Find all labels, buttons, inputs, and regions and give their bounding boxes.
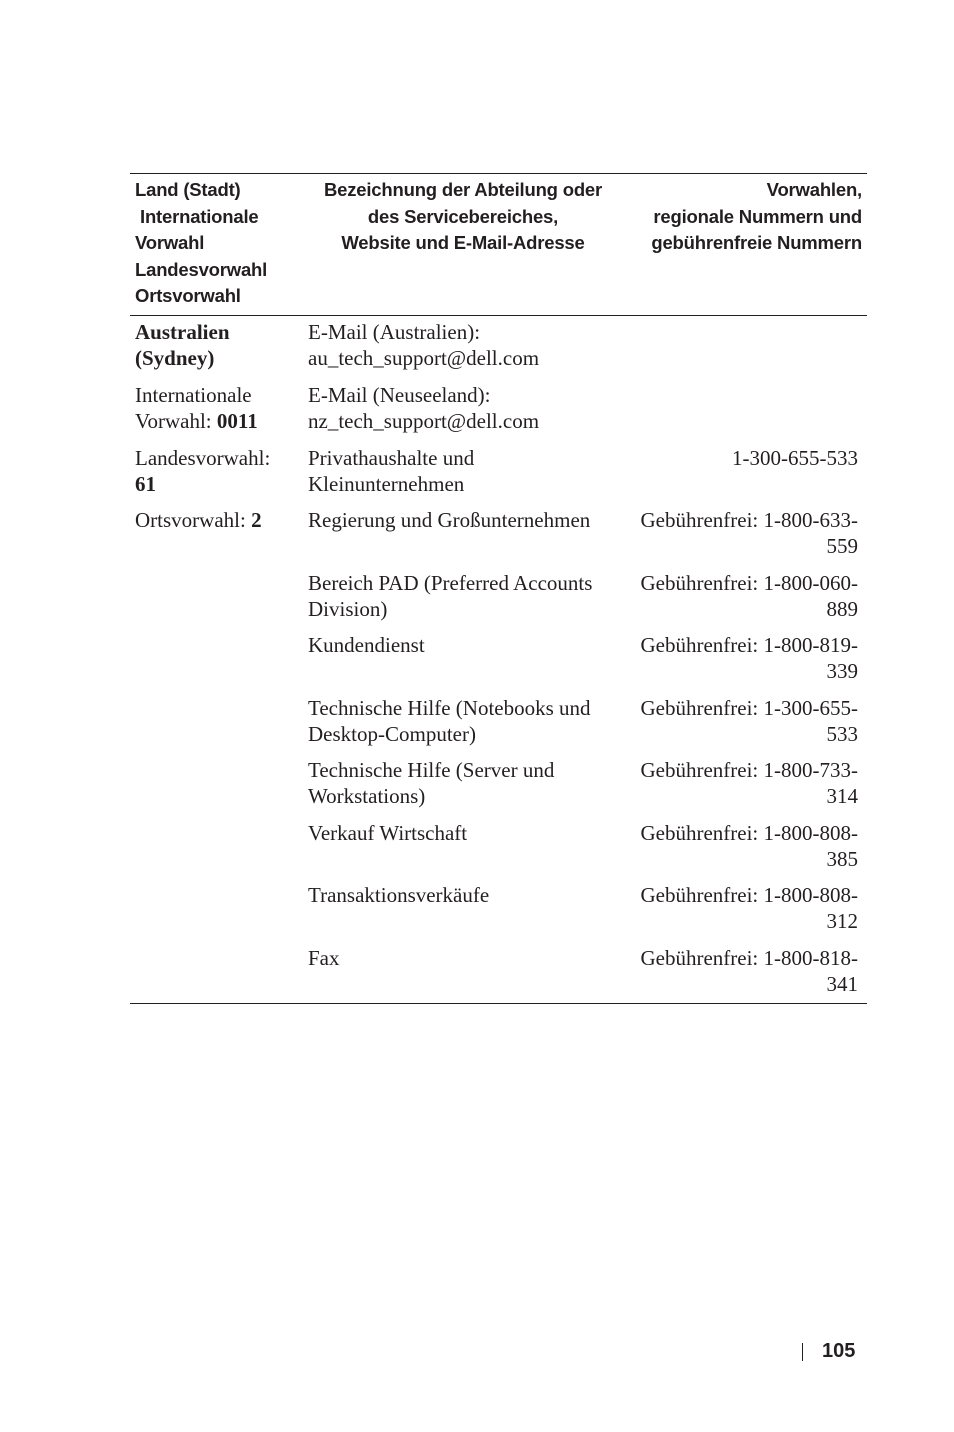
department-line: Transaktionsverkäufe <box>308 883 490 907</box>
page-number: 105 <box>822 1340 856 1362</box>
intl-dialing-label: Internationale <box>135 383 252 407</box>
number-line: Gebührenfrei: 1-800-060- <box>640 571 858 595</box>
table-row-department <box>308 319 628 371</box>
department-line: Fax <box>308 946 340 970</box>
number-line: 314 <box>826 784 858 808</box>
number-line: Gebührenfrei: 1-800-819- <box>640 633 858 657</box>
number-line: Gebührenfrei: 1-800-633- <box>640 508 858 532</box>
country-code-value: 61 <box>135 472 156 496</box>
header-department-line: Website und E-Mail-Adresse <box>341 232 585 253</box>
table-row-department <box>308 695 628 747</box>
intl-dialing-line <box>135 408 303 434</box>
table-row-number <box>628 445 858 471</box>
header-numbers-line: regionale Nummern und <box>653 205 862 227</box>
number-line: 385 <box>826 847 858 871</box>
country-code <box>135 445 303 497</box>
area-code <box>135 507 303 533</box>
number-line: Gebührenfrei: 1-800-808- <box>640 883 858 907</box>
table-row-number <box>628 695 858 747</box>
table-row-number <box>628 632 858 684</box>
table-row-number <box>628 945 858 997</box>
number-line: Gebührenfrei: 1-300-655- <box>640 696 858 720</box>
department-line: Bereich PAD (Preferred Accounts <box>308 571 593 595</box>
country-name <box>135 319 303 371</box>
number-line: 341 <box>826 972 858 996</box>
country-code-label: Landesvorwahl: <box>135 446 271 470</box>
header-country-line: Landesvorwahl <box>135 258 268 280</box>
table-row-department <box>308 945 628 971</box>
header-numbers-line: Vorwahlen, <box>766 179 862 200</box>
table-row-department <box>308 570 628 622</box>
table-bottom-rule <box>130 1003 867 1004</box>
area-code-label: Ortsvorwahl: <box>135 508 252 532</box>
table-row-number <box>628 882 858 934</box>
department-line: Kundendienst <box>308 633 425 657</box>
area-code-value: 2 <box>251 508 262 532</box>
header-country-line: Internationale <box>140 205 259 227</box>
table-top-rule <box>130 173 867 174</box>
department-line[interactable]: nz_tech_support@dell.com <box>308 409 540 433</box>
department-line: Privathaushalte und <box>308 446 475 470</box>
number-line: 312 <box>826 909 858 933</box>
number-line: 339 <box>826 659 858 683</box>
intl-dialing-code <box>135 382 303 434</box>
number-line: Gebührenfrei: 1-800-808- <box>640 821 858 845</box>
footer-separator <box>802 1343 803 1361</box>
department-line: Kleinunternehmen <box>308 472 465 496</box>
number-line: 533 <box>826 722 858 746</box>
country-name-line: Australien <box>135 320 230 344</box>
number-line: Gebührenfrei: 1-800-818- <box>640 946 858 970</box>
table-row-department <box>308 507 628 533</box>
department-line[interactable]: au_tech_support@dell.com <box>308 346 540 370</box>
table-row-department <box>308 445 628 497</box>
header-country-line: Vorwahl <box>135 232 205 253</box>
header-department-line: Bezeichnung der Abteilung oder <box>323 179 603 200</box>
department-line: Verkauf Wirtschaft <box>308 821 468 845</box>
country-name-line: (Sydney) <box>135 346 215 370</box>
header-country <box>135 177 305 310</box>
table-row-department <box>308 757 628 809</box>
table-row-department <box>308 632 628 658</box>
table-row-number <box>628 507 858 559</box>
header-department <box>308 177 618 257</box>
intl-dialing-label: Vorwahl: <box>135 409 217 433</box>
header-country-line: Land (Stadt) <box>135 179 241 200</box>
number-line: 1-300-655-533 <box>732 446 858 470</box>
department-line: Technische Hilfe (Notebooks und <box>308 696 591 720</box>
number-line: 889 <box>826 597 858 621</box>
number-line: Gebührenfrei: 1-800-733- <box>640 758 858 782</box>
table-row-number <box>628 570 858 622</box>
department-line: Workstations) <box>308 784 426 808</box>
department-line: Technische Hilfe (Server und <box>308 758 555 782</box>
header-numbers <box>628 177 862 257</box>
table-row-department <box>308 882 628 908</box>
header-country-line: Ortsvorwahl <box>135 285 241 306</box>
table-row-department <box>308 382 628 434</box>
department-line: E-Mail (Neuseeland): <box>308 383 491 407</box>
number-line: 559 <box>826 534 858 558</box>
header-department-line: des Servicebereiches, <box>367 205 559 227</box>
intl-dialing-value: 0011 <box>216 409 258 433</box>
department-line: Division) <box>308 597 388 621</box>
header-bottom-rule <box>130 315 867 316</box>
department-line: Desktop-Computer) <box>308 722 476 746</box>
table-row-number <box>628 820 858 872</box>
table-row-department <box>308 820 628 846</box>
department-line: E-Mail (Australien): <box>308 320 481 344</box>
header-numbers-line: gebührenfreie Nummern <box>651 232 862 253</box>
table-row-number <box>628 757 858 809</box>
department-line: Regierung und Großunternehmen <box>308 508 591 532</box>
